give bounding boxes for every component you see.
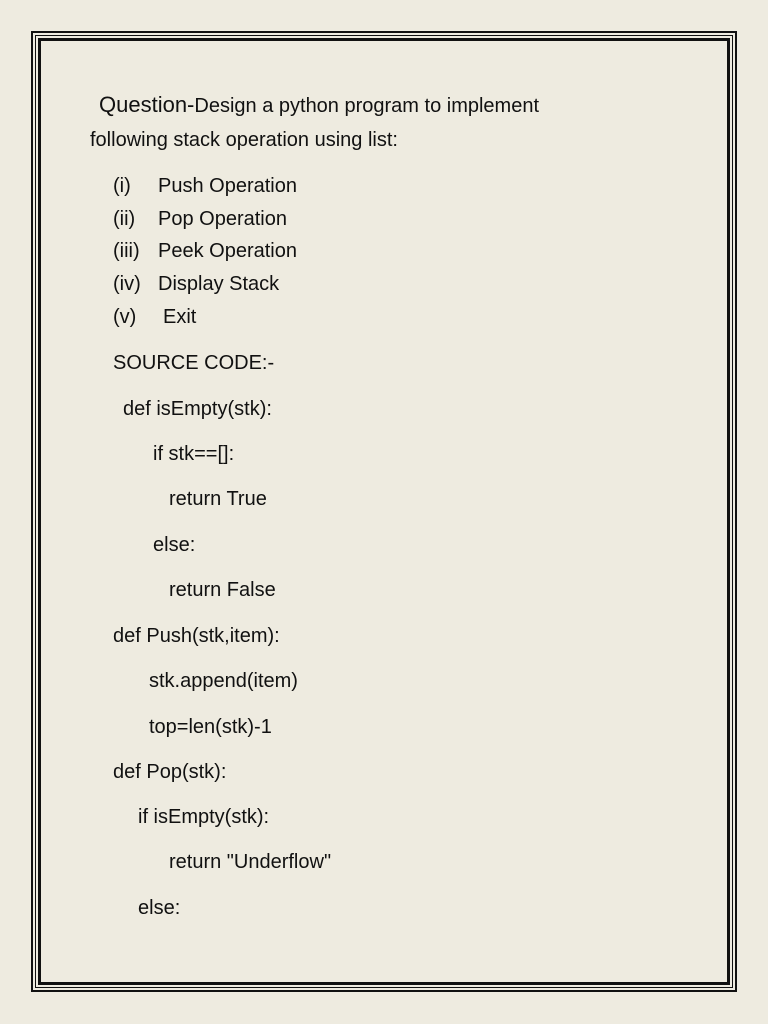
code-line-10: if isEmpty(stk): bbox=[138, 806, 270, 828]
code-line-12: else: bbox=[138, 897, 181, 919]
operation-number-1: (i) bbox=[113, 175, 131, 197]
question-line-2: following stack operation using list: bbox=[90, 129, 398, 151]
question-text-1: Design a python program to implement bbox=[194, 95, 540, 117]
code-line-4: else: bbox=[153, 534, 196, 556]
operation-number-5: (v) bbox=[113, 306, 137, 328]
operation-text-3: Peek Operation bbox=[158, 240, 297, 262]
code-line-6: def Push(stk,item): bbox=[113, 625, 280, 647]
code-line-11: return "Underflow" bbox=[169, 851, 332, 873]
operation-number-3: (iii) bbox=[113, 240, 140, 262]
code-line-2: if stk==[]: bbox=[153, 443, 235, 465]
operation-number-2: (ii) bbox=[113, 208, 136, 230]
operation-text-5: Exit bbox=[163, 306, 197, 328]
operation-text-2: Pop Operation bbox=[158, 208, 287, 230]
code-line-1: def isEmpty(stk): bbox=[123, 398, 272, 420]
operation-text-4: Display Stack bbox=[158, 273, 280, 295]
code-line-3: return True bbox=[169, 488, 267, 510]
question-label: Question- bbox=[99, 92, 195, 117]
source-code-heading: SOURCE CODE:- bbox=[113, 352, 275, 374]
code-line-5: return False bbox=[169, 579, 276, 601]
question-line-1 bbox=[99, 93, 539, 118]
code-line-8: top=len(stk)-1 bbox=[149, 716, 272, 738]
code-line-9: def Pop(stk): bbox=[113, 761, 227, 783]
operation-text-1: Push Operation bbox=[158, 175, 297, 197]
code-line-7: stk.append(item) bbox=[149, 670, 298, 692]
page-border-inner bbox=[38, 38, 730, 985]
operation-number-4: (iv) bbox=[113, 273, 141, 295]
